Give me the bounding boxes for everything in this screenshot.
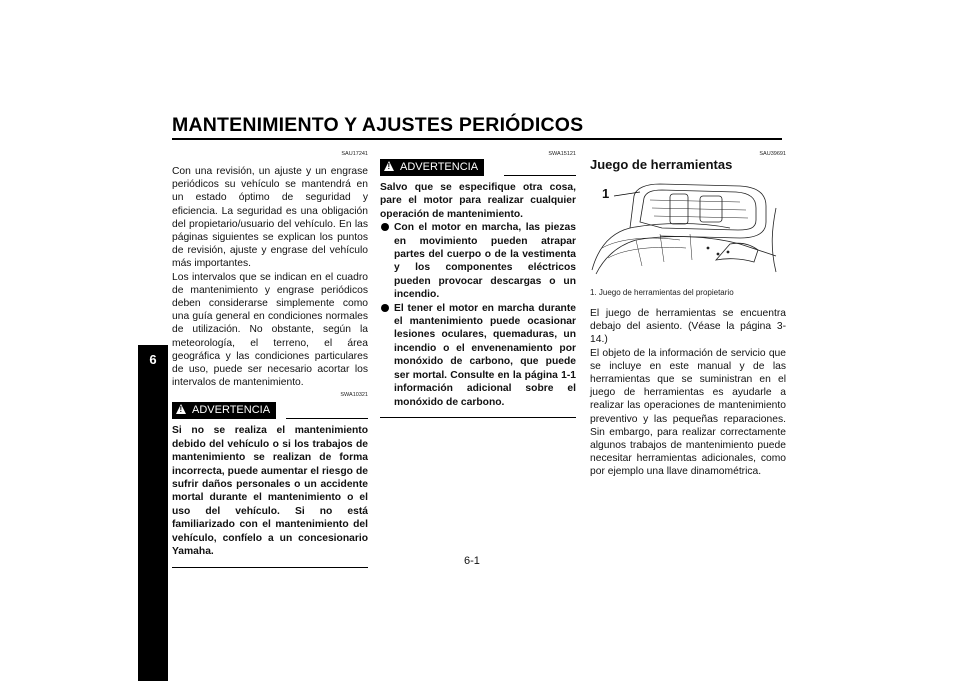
intervals-paragraph: Los intervalos que se indican en el cuadro de mantenimiento y engrase periódicos deben considerarse simplemente como una guía general en condiciones normales de utilización. No obstante, según la meteorología, el terreno, el área geográfica y las condiciones particulares de uso, puede ser necesario acortar los intervalos de mantenimiento. bbox=[172, 271, 368, 389]
figure-caption: 1. Juego de herramientas del propietario bbox=[590, 288, 734, 297]
warning-end-rule bbox=[172, 567, 368, 568]
bullet-icon bbox=[381, 223, 389, 231]
warning-code: SWA15121 bbox=[548, 151, 576, 157]
toolkit-figure bbox=[590, 178, 780, 278]
bullet-icon bbox=[381, 304, 389, 312]
column-1 bbox=[172, 150, 368, 568]
warning-label: ADVERTENCIA bbox=[400, 161, 479, 173]
column-2 bbox=[380, 150, 576, 418]
page-title: MANTENIMIENTO Y AJUSTES PERIÓDICOS bbox=[172, 114, 584, 136]
chapter-tab bbox=[138, 345, 168, 681]
warning-triangle-icon: ! bbox=[176, 404, 186, 414]
warning-label: ADVERTENCIA bbox=[192, 404, 271, 417]
warning-badge bbox=[172, 402, 276, 419]
warning-bullets bbox=[380, 221, 576, 409]
page-number: 6-1 bbox=[464, 555, 480, 567]
chapter-number: 6 bbox=[149, 352, 157, 367]
list-item: El tener el motor en marcha durante el mantenimiento puede ocasionar lesiones oculares, quemaduras, un incendio o el envenenamiento por monóxido de carbono, que puede ser mortal. Consulte en la página 1-1 información adicional sobre el monóxido de carbono. bbox=[380, 302, 576, 409]
section-title: Juego de herramientas bbox=[590, 157, 733, 172]
figure-callout-number: 1 bbox=[602, 186, 610, 201]
warning-header bbox=[172, 402, 368, 422]
title-rule bbox=[172, 138, 782, 140]
warning-intro: Salvo que se especifique otra cosa, pare el motor para realizar cualquier operación de mantenimiento. bbox=[380, 182, 576, 220]
warning-rule bbox=[286, 418, 368, 419]
column-3 bbox=[590, 150, 786, 479]
warning-text: Si no se realiza el mantenimiento debido del vehículo o si los trabajos de mantenimiento se realizan de forma incorrecta, puede aumentar el riesgo de sufrir daños personales o un accidente mortal durante el mantenimiento o el uso del vehículo. Si no está familiarizado con el mantenimiento del vehículo, confíelo a un concesionario Yamaha. bbox=[172, 425, 368, 558]
list-item: Con el motor en marcha, las piezas en movimiento pueden atrapar partes del cuerpo o de la vestimenta y los componentes eléctricos pueden provocar descargas o un incendio. bbox=[380, 221, 576, 301]
warning-badge bbox=[380, 159, 484, 176]
warning-triangle-icon: ! bbox=[384, 161, 394, 171]
toolkit-purpose-paragraph: El objeto de la información de servicio que se incluye en este manual y de las herramientas que se suministran en el juego de herramientas es ayudarle a realizar las operaciones de mantenimiento preventivo y las pequeñas reparaciones. Sin embargo, para realizar correctamente algunos trabajos de mantenimiento puede necesitar herramientas adicionales, como por ejemplo una llave dinamométrica. bbox=[590, 347, 786, 478]
toolkit-location-paragraph: El juego de herramientas se encuentra debajo del asiento. (Véase la página 3-14.) bbox=[590, 308, 786, 346]
warning-rule bbox=[504, 175, 576, 176]
section-code: SAU39691 bbox=[759, 151, 786, 157]
warning-header bbox=[380, 159, 576, 179]
warning-code: SWA10321 bbox=[340, 392, 368, 399]
intro-paragraph: Con una revisión, un ajuste y un engrase periódicos su vehículo se mantendrá en un estado óptimo de seguridad y eficiencia. La seguridad es una obligación del propietario/usuario del vehículo. En las páginas siguientes se explican los puntos de revisión, ajuste y engrase del vehículo más importantes. bbox=[172, 166, 368, 270]
section-code: SAU17241 bbox=[341, 151, 368, 157]
warning-end-rule bbox=[380, 417, 576, 418]
toolkit-illustration bbox=[590, 178, 780, 278]
